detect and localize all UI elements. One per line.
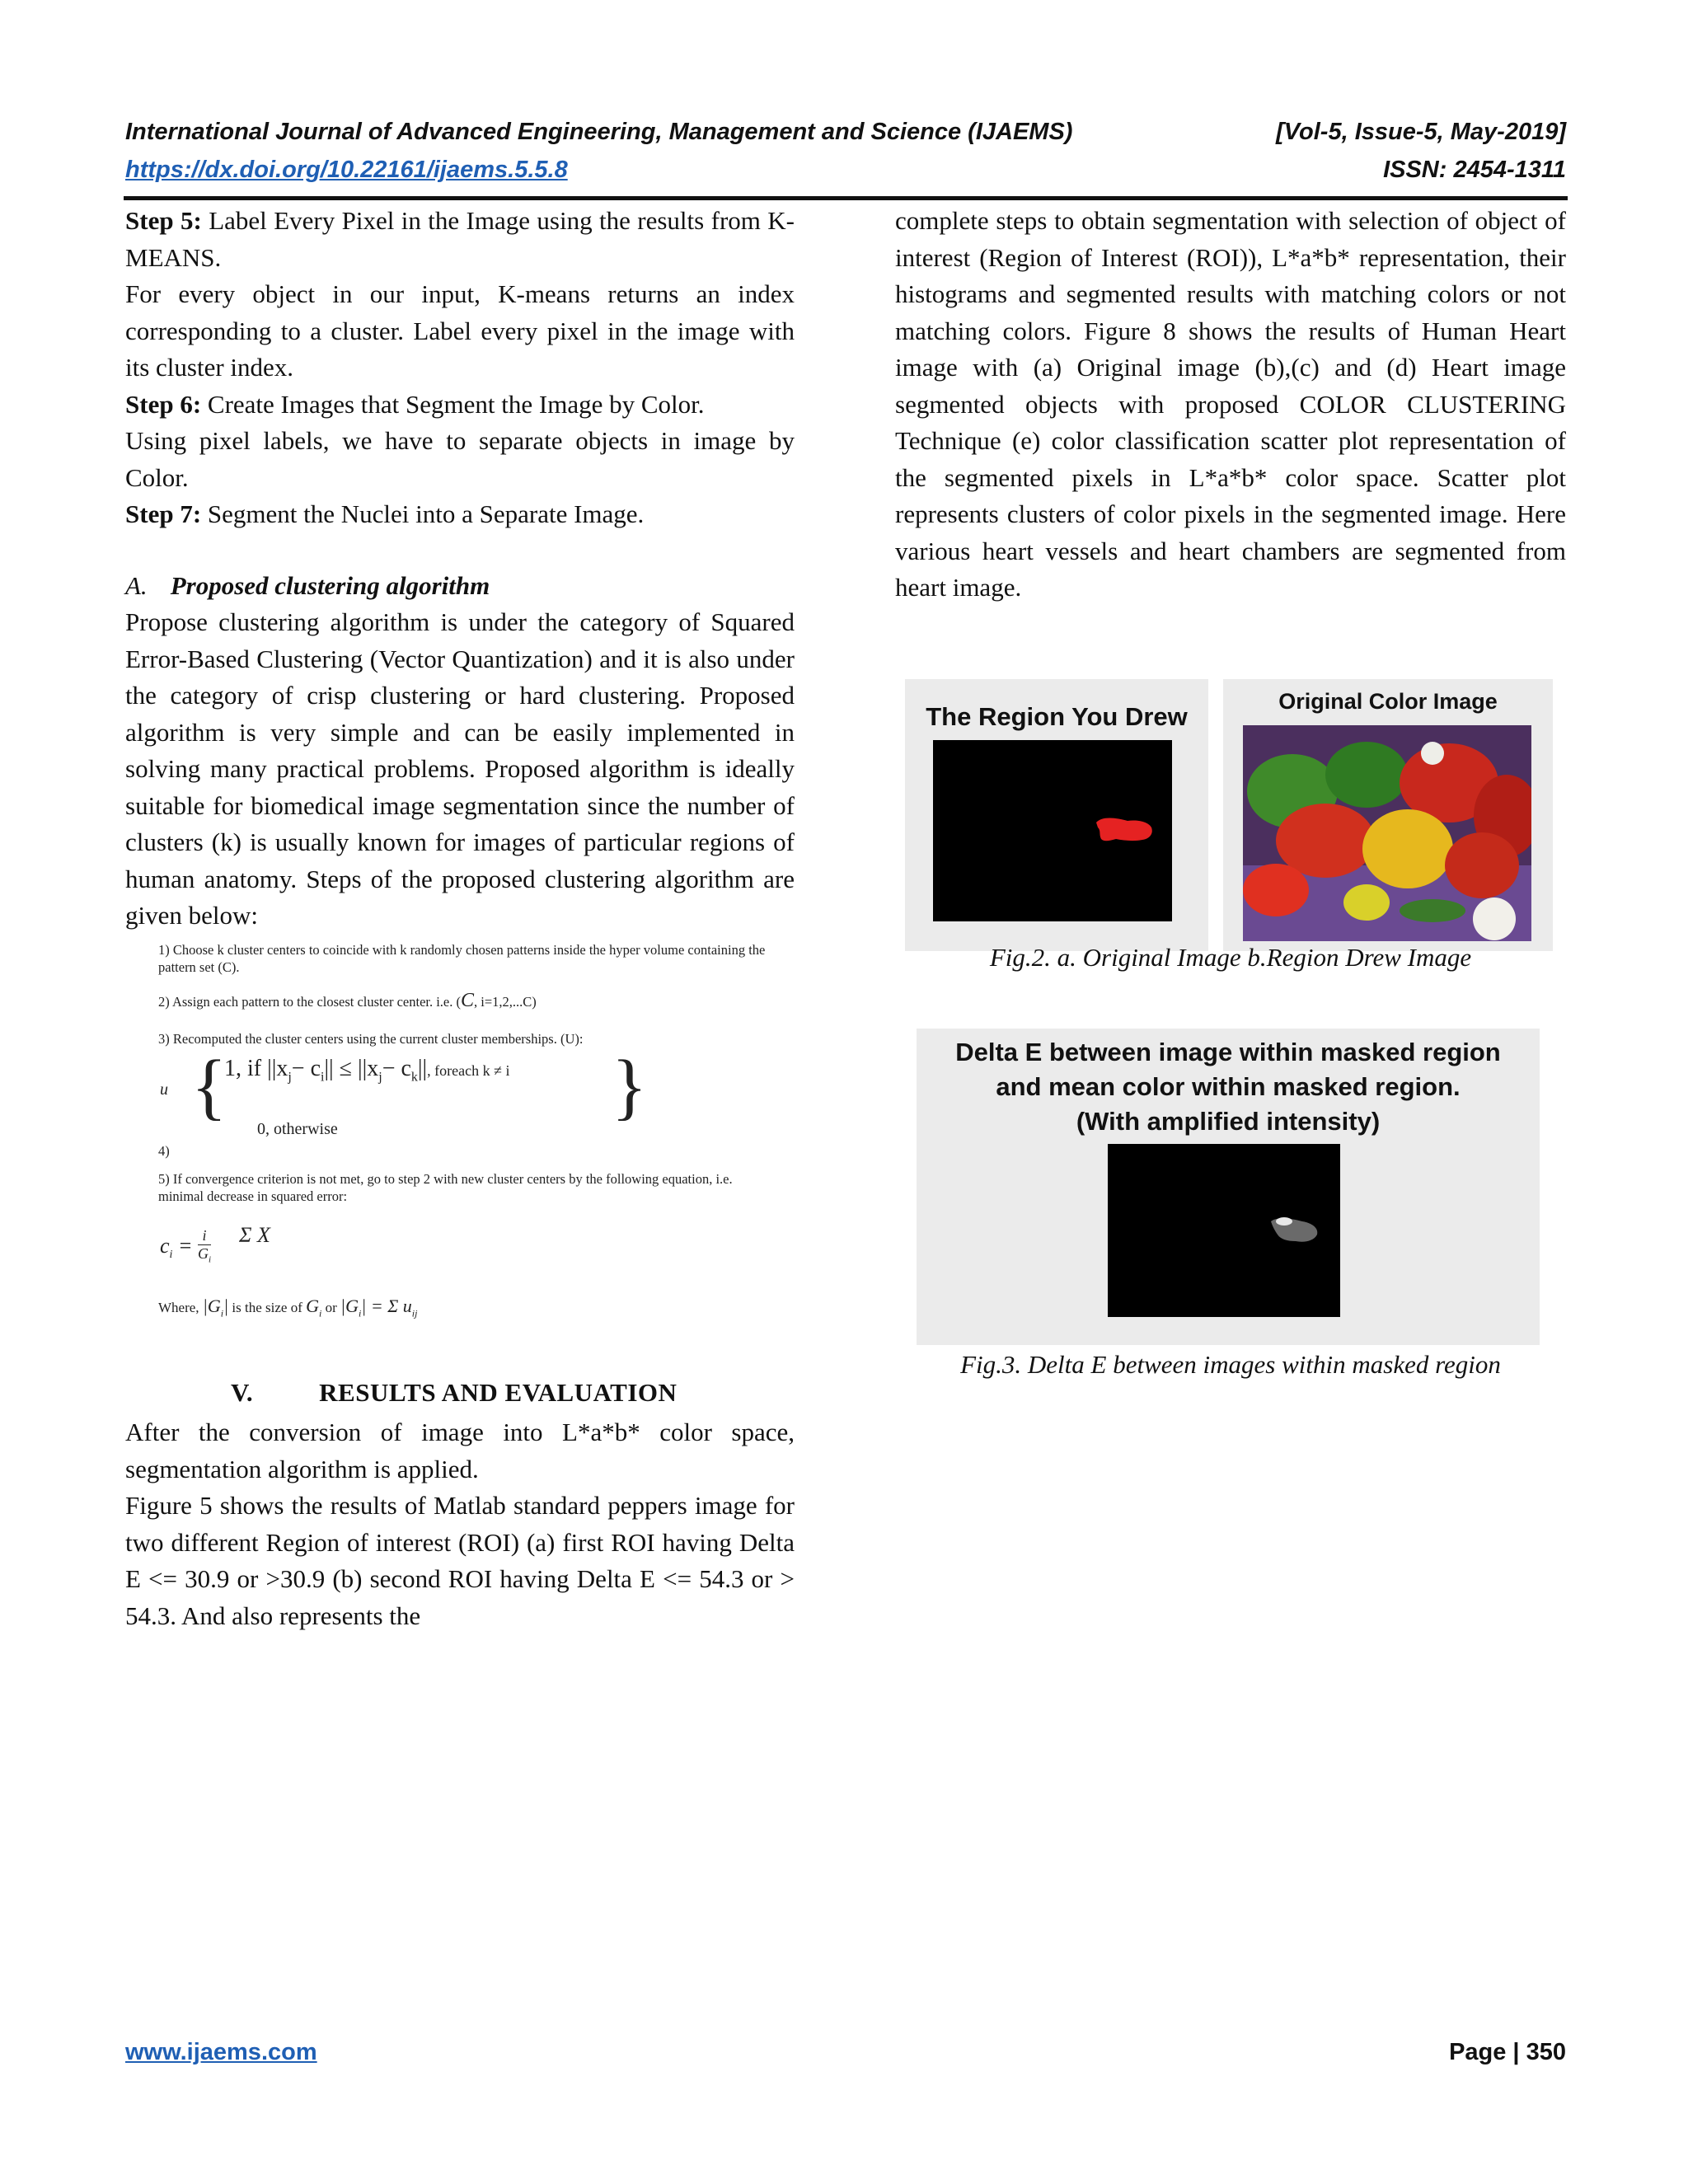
step5-body: For every object in our input, K-means returns an index corresponding to a cluster. Label every pixel in the image with its cluster index. [125,279,795,382]
eq2-c: c [160,1233,170,1258]
step6-body: Using pixel labels, we have to separate objects in image by Color. [125,426,795,492]
algo-step2 [158,992,537,1010]
delta-e-image [1108,1144,1340,1317]
fig3-caption: Fig.3. Delta E between images within masked region [960,1350,1501,1379]
algo-step4: 4) [158,1143,170,1159]
eq-cond: , foreach k ≠ i [427,1062,510,1079]
eq2-sum: Σ X [239,1223,270,1247]
algo-step5: 5) If convergence criterion is not met, go to step 2 with new cluster centers by the following equation, i.e. minimal decrease in squared error: [158,1171,733,1204]
eq-if-line: 1, if $||x_j- c_i|| \le ||x_j- c_k||$, foreach k ≠ i [224,1056,510,1085]
fig2a-title: The Region You Drew [926,702,1188,731]
eq-if: 1, if ||x [224,1056,288,1081]
header-rule [124,196,1568,200]
region-shape [933,740,1172,921]
fig3-title-line2: and mean color within masked region. [996,1072,1461,1101]
algo-step1: 1) Choose k cluster centers to coincide with k randomly chosen patterns inside the hyper volume containing the pattern set (C). [158,942,766,975]
peppers-image [1243,725,1531,941]
algo-step2-tail: , i=1,2,...C) [474,994,537,1010]
left-column [125,203,795,935]
step5-label: Step 5: [125,206,202,235]
where-or: or [325,1300,337,1315]
step7-text: Segment the Nuclei into a Separate Image. [207,499,645,528]
where-mid: is the size of [232,1300,302,1315]
fig2-caption: Fig.2. a. Original Image b.Region Drew Image [989,943,1472,972]
eq-brace-left: { [191,1046,227,1127]
section-p2: Figure 5 shows the results of Matlab standard peppers image for two different Region of interest (ROI) (a) first ROI having Delta E <= 30.9 or >30.9 (b) second ROI having Delta E <= 54.3 or > 54.3. And also represents the [125,1491,795,1630]
section-number: V. [231,1378,254,1407]
right-column [895,203,1566,607]
subsection-heading [125,568,795,605]
footer-site-link[interactable]: www.ijaems.com [125,2039,317,2065]
algo-step3: 3) Recomputed the cluster centers using the current cluster memberships. (U): [158,1031,584,1047]
fig3-title-line3: (With amplified intensity) [1076,1107,1381,1136]
figure-2b [1223,679,1553,951]
algorithm-block [150,941,776,1337]
figure-2a [905,679,1208,951]
step6-paragraph [125,387,795,424]
fig2b-title: Original Color Image [1278,689,1498,714]
section-body [125,1414,795,1634]
subsection-title: Proposed clustering algorithm [170,570,490,600]
step7-label: Step 7: [125,499,202,528]
step6-text: Create Images that Segment the Image by Color. [207,389,705,419]
algo-where: Where, $|G_i|$ is the size of $G_i$ or $|G_i| = \Sigma$ $u_{ij}$ [158,1296,418,1319]
section-heading [231,1378,677,1408]
eq-brace-right: } [612,1046,648,1127]
eq-mid: − c [291,1056,321,1081]
where-label: Where, [158,1300,199,1315]
algo-step2-math: C [461,990,475,1011]
running-header [125,119,1566,194]
step5-text: Label Every Pixel in the Image using the results from K-MEANS. [125,206,795,272]
step7-paragraph [125,496,795,533]
region-mask-image [933,740,1172,921]
eq2-lhs: $c_i = i$ $G_i$ [160,1227,212,1265]
right-body: complete steps to obtain segmentation with selection of object of interest (Region of Interest (ROI)), L*a*b* representation, their histograms and segmented results with matching colors or not matching colors. Figure 8 shows the results of Human Heart image with (a) Original image (b),(c) and (d) Heart image segmented objects with proposed COLOR CLUSTERING Technique (e) color classification scatter plot representation of the segmented pixels in L*a*b* color space. Scatter plot represents clusters of color pixels in the segmented image. Here various heart vessels and heart chambers are segmented from heart image. [895,206,1566,602]
fig3-title-line1: Delta E between image within masked region [955,1038,1501,1066]
eq-otherwise: 0, otherwise [257,1120,338,1138]
volume-issue: [Vol-5, Issue-5, May-2019] [1276,119,1566,145]
delta-e-shape [1108,1144,1340,1317]
page-number: Page | 350 [1449,2039,1566,2065]
issn: ISSN: 2454-1311 [1383,157,1566,183]
step5-paragraph [125,203,795,276]
section-p1: After the conversion of image into L*a*b* color space, segmentation algorithm is applied. [125,1418,795,1483]
step6-label: Step 6: [125,389,202,419]
journal-title: International Journal of Advanced Engineering, Management and Science (IJAEMS) [125,119,1073,145]
doi-link[interactable]: https://dx.doi.org/10.22161/ijaems.5.5.8 [125,157,568,183]
subsection-letter: A. [125,570,148,600]
eq-lhs: u [160,1080,168,1099]
fig3-title [917,1035,1540,1139]
section-title: RESULTS AND EVALUATION [319,1378,678,1407]
algo-step2-text: 2) Assign each pattern to the closest cluster center. i.e. ( [158,994,462,1010]
figure-3 [917,1029,1540,1345]
subsection-body: Propose clustering algorithm is under the category of Squared Error-Based Clustering (Vector Quantization) and it is also under the category of crisp clustering or hard clustering. Proposed algorithm is very simple and can be easily implemented in solving many practical problems. Proposed algorithm is ideally suitable for biomedical image segmentation since the number of clusters (k) is usually known for images of particular regions of human anatomy. Steps of the proposed clustering algorithm are given below: [125,607,795,930]
